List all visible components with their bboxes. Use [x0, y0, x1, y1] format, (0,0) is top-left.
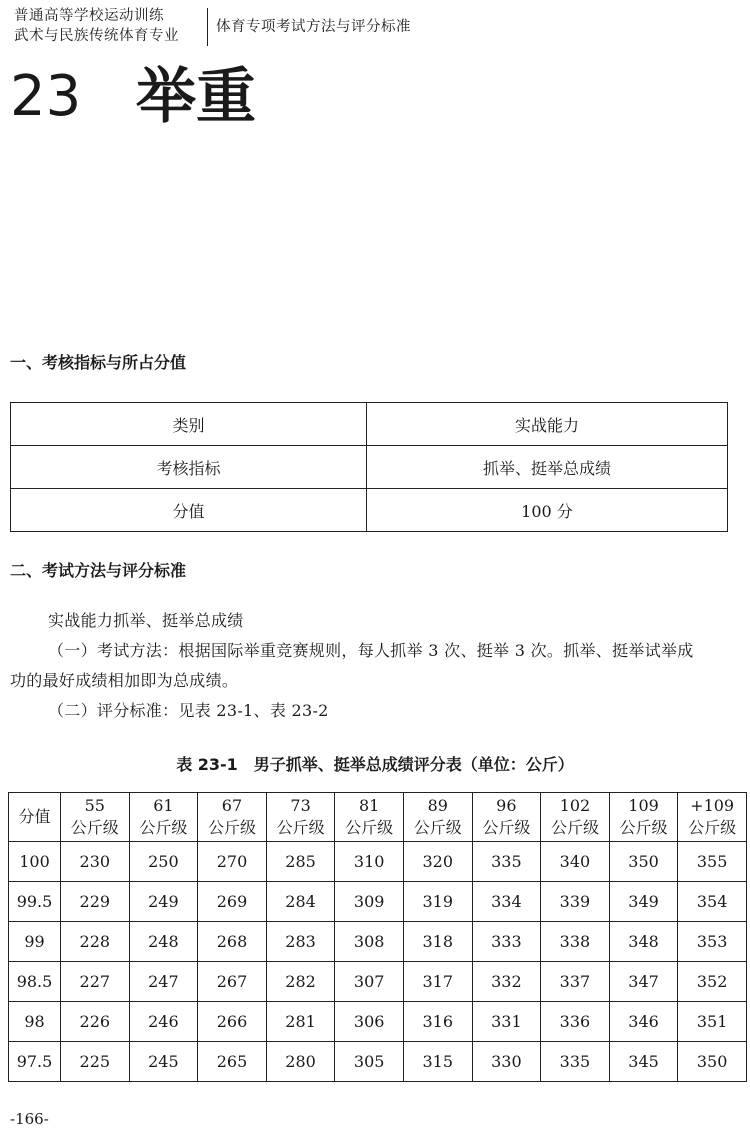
table-cell: 306	[335, 1002, 404, 1042]
table-cell: 350	[609, 842, 678, 882]
table-cell: 334	[472, 882, 541, 922]
table-cell: 352	[678, 962, 747, 1002]
table-cell: 310	[335, 842, 404, 882]
score-header-cell: 分值	[9, 793, 61, 842]
body-line: 实战能力抓举、挺举总成绩	[48, 611, 244, 630]
weight-class-value: 109	[628, 796, 659, 815]
table-cell: 355	[678, 842, 747, 882]
table-cell: 353	[678, 922, 747, 962]
chapter-number: 23	[10, 64, 82, 129]
table-cell: 331	[472, 1002, 541, 1042]
table-cell: 266	[198, 1002, 267, 1042]
table-cell: 245	[129, 1042, 198, 1082]
table-cell: 348	[609, 922, 678, 962]
table-cell: 283	[266, 922, 335, 962]
table-cell: 225	[61, 1042, 130, 1082]
weight-class-unit: 公斤级	[482, 818, 531, 837]
body-line: 功的最好成绩相加即为总成绩。	[10, 671, 239, 690]
table-cell: 267	[198, 962, 267, 1002]
weight-class-value: 61	[153, 796, 174, 815]
table-cell: 346	[609, 1002, 678, 1042]
table-cell: 实战能力	[367, 403, 728, 446]
table-row	[11, 446, 728, 489]
table-cell: 317	[403, 962, 472, 1002]
table-cell: 分值	[11, 489, 367, 532]
table-cell: 类别	[11, 403, 367, 446]
table-cell: 340	[541, 842, 610, 882]
table-cell: 354	[678, 882, 747, 922]
section1-heading: 一、考核指标与所占分值	[10, 353, 187, 372]
weight-class-header	[609, 793, 678, 842]
table-cell: 338	[541, 922, 610, 962]
table-cell: 318	[403, 922, 472, 962]
chapter-title: 举重	[136, 62, 256, 132]
weight-class-unit: 公斤级	[688, 818, 737, 837]
weight-class-header	[61, 793, 130, 842]
score-cell: 98	[9, 1002, 61, 1042]
table-cell: 268	[198, 922, 267, 962]
section2-body	[10, 606, 745, 726]
body-line: （一）考试方法：根据国际举重竞赛规则，每人抓举 3 次、挺举 3 次。抓举、挺举试举成	[48, 641, 694, 660]
table-cell: 336	[541, 1002, 610, 1042]
table-cell: 330	[472, 1042, 541, 1082]
weight-class-header	[129, 793, 198, 842]
table-cell: 320	[403, 842, 472, 882]
table-cell: 319	[403, 882, 472, 922]
table-row	[9, 1042, 747, 1082]
weight-class-unit: 公斤级	[276, 818, 325, 837]
header-left-line2: 武术与民族传统体育专业	[14, 28, 179, 44]
table-row	[9, 962, 747, 1002]
weight-class-unit: 公斤级	[619, 818, 668, 837]
table-cell: 考核指标	[11, 446, 367, 489]
weight-class-header	[472, 793, 541, 842]
table-header-row	[9, 793, 747, 842]
table-cell: 247	[129, 962, 198, 1002]
weight-class-unit: 公斤级	[550, 818, 599, 837]
header-left-block	[14, 6, 204, 46]
table-cell: 349	[609, 882, 678, 922]
weight-class-header	[678, 793, 747, 842]
table-cell: 248	[129, 922, 198, 962]
score-cell: 99	[9, 922, 61, 962]
table-cell: 308	[335, 922, 404, 962]
table-row	[9, 882, 747, 922]
table-cell: 309	[335, 882, 404, 922]
weight-class-unit: 公斤级	[139, 818, 188, 837]
weight-class-unit: 公斤级	[413, 818, 462, 837]
weight-class-value: 96	[496, 796, 517, 815]
table-cell: 246	[129, 1002, 198, 1042]
table-cell: 337	[541, 962, 610, 1002]
table-cell: 284	[266, 882, 335, 922]
table-cell: 281	[266, 1002, 335, 1042]
weight-class-unit: 公斤级	[345, 818, 394, 837]
table-cell: 316	[403, 1002, 472, 1042]
table-cell: 229	[61, 882, 130, 922]
weight-class-value: 102	[559, 796, 591, 815]
table-cell: 抓举、挺举总成绩	[367, 446, 728, 489]
table-cell: 332	[472, 962, 541, 1002]
table-cell: 335	[472, 842, 541, 882]
table-cell: 285	[266, 842, 335, 882]
weight-class-unit: 公斤级	[207, 818, 256, 837]
score-table	[8, 792, 747, 1082]
weight-class-value: 89	[427, 796, 448, 815]
table-row	[11, 489, 728, 532]
weight-class-unit: 公斤级	[70, 818, 119, 837]
table-cell: 305	[335, 1042, 404, 1082]
table-cell: 351	[678, 1002, 747, 1042]
score-cell: 100	[9, 842, 61, 882]
table-cell: 335	[541, 1042, 610, 1082]
table-cell: 100 分	[367, 489, 728, 532]
weight-class-value: 73	[290, 796, 311, 815]
score-cell: 98.5	[9, 962, 61, 1002]
score-cell: 97.5	[9, 1042, 61, 1082]
table-cell: 339	[541, 882, 610, 922]
table-caption: 表 23-1 男子抓举、挺举总成绩评分表（单位：公斤）	[176, 755, 574, 774]
weight-class-header	[266, 793, 335, 842]
table-cell: 270	[198, 842, 267, 882]
header-right-title: 体育专项考试方法与评分标准	[216, 19, 411, 35]
table-cell: 282	[266, 962, 335, 1002]
table-cell: 333	[472, 922, 541, 962]
weight-class-header	[541, 793, 610, 842]
weight-class-header	[198, 793, 267, 842]
body-line: （二）评分标准：见表 23-1、表 23-2	[48, 701, 329, 720]
table-cell: 250	[129, 842, 198, 882]
weight-class-header	[403, 793, 472, 842]
section2-heading: 二、考试方法与评分标准	[10, 561, 187, 580]
weight-class-value: 67	[221, 796, 243, 815]
table-row	[9, 842, 747, 882]
score-cell: 99.5	[9, 882, 61, 922]
page-number: -166-	[10, 1110, 49, 1128]
table-cell: 265	[198, 1042, 267, 1082]
table-cell: 228	[61, 922, 130, 962]
table-cell: 226	[61, 1002, 130, 1042]
table-cell: 345	[609, 1042, 678, 1082]
header-left-line1: 普通高等学校运动训练	[14, 8, 164, 24]
table-row	[11, 403, 728, 446]
table-cell: 307	[335, 962, 404, 1002]
table-row	[9, 1002, 747, 1042]
weight-class-header	[335, 793, 404, 842]
table-cell: 249	[129, 882, 198, 922]
weight-class-value: 55	[84, 796, 105, 815]
weight-class-value: 81	[358, 796, 380, 815]
table-cell: 230	[61, 842, 130, 882]
weight-class-value: +109	[690, 796, 735, 815]
assessment-table	[10, 402, 728, 532]
header-divider	[207, 8, 208, 46]
table-cell: 347	[609, 962, 678, 1002]
table-cell: 269	[198, 882, 267, 922]
table-row	[9, 922, 747, 962]
table-cell: 315	[403, 1042, 472, 1082]
table-cell: 227	[61, 962, 130, 1002]
table-cell: 350	[678, 1042, 747, 1082]
table-cell: 280	[266, 1042, 335, 1082]
